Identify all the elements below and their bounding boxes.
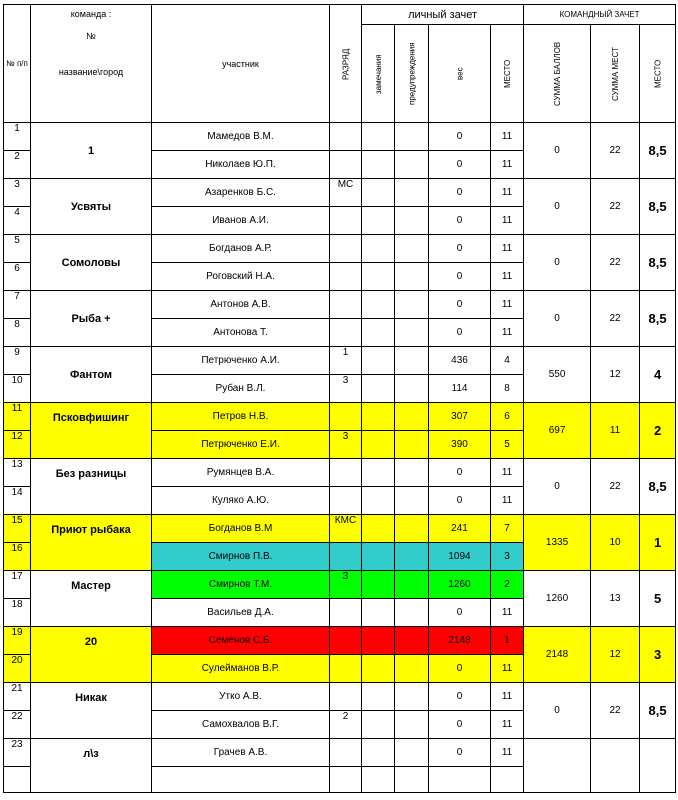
remarks-cell (362, 375, 395, 403)
remarks-cell (362, 515, 395, 543)
remarks-cell (362, 627, 395, 655)
participant-rank (330, 403, 362, 431)
participant-rank (330, 459, 362, 487)
team-sum-places: 11 (591, 403, 640, 459)
participant-rank (330, 235, 362, 263)
participant-name: Сулейманов В.Р. (152, 655, 330, 683)
row-number: 18 (4, 599, 31, 627)
weight-cell: 0 (429, 123, 491, 151)
participant-name (152, 767, 330, 793)
team-sum-points: 0 (524, 123, 591, 179)
participant-name: Семенов С.Б. (152, 627, 330, 655)
table-row (4, 235, 676, 263)
table-row (4, 347, 676, 375)
row-number: 17 (4, 571, 31, 599)
weight-cell (429, 767, 491, 793)
participant-name: Петрюченко А.И. (152, 347, 330, 375)
team-sum-places: 22 (591, 235, 640, 291)
table-row (4, 403, 676, 431)
team-sum-places: 10 (591, 515, 640, 571)
table-row (4, 123, 676, 151)
participant-rank (330, 543, 362, 571)
weight-cell: 0 (429, 487, 491, 515)
team-name: Мастер (31, 571, 152, 627)
warnings-cell (395, 347, 429, 375)
remarks-cell (362, 207, 395, 235)
header-team-top: команда : (70, 9, 112, 19)
participant-rank (330, 767, 362, 793)
team-name: Фантом (31, 347, 152, 403)
team-sum-places (591, 739, 640, 793)
place-cell: 11 (491, 235, 524, 263)
weight-cell: 0 (429, 179, 491, 207)
participant-name: Петров Н.В. (152, 403, 330, 431)
team-sum-places: 12 (591, 627, 640, 683)
warnings-cell (395, 627, 429, 655)
participant-name: Смирнов П.В. (152, 543, 330, 571)
participant-rank (330, 655, 362, 683)
place-cell: 11 (491, 207, 524, 235)
place-cell: 11 (491, 739, 524, 767)
row-number: 14 (4, 487, 31, 515)
place-cell: 11 (491, 599, 524, 627)
team-name: Псковфишинг (31, 403, 152, 459)
warnings-cell (395, 459, 429, 487)
participant-name: Мамедов В.М. (152, 123, 330, 151)
warnings-cell (395, 711, 429, 739)
remarks-cell (362, 767, 395, 793)
weight-cell: 1094 (429, 543, 491, 571)
participant-name: Николаев Ю.П. (152, 151, 330, 179)
participant-rank: 3 (330, 431, 362, 459)
warnings-cell (395, 263, 429, 291)
remarks-cell (362, 599, 395, 627)
warnings-cell (395, 403, 429, 431)
place-cell: 5 (491, 431, 524, 459)
place-cell: 11 (491, 291, 524, 319)
participant-name: Куляко А.Ю. (152, 487, 330, 515)
team-sum-places: 22 (591, 459, 640, 515)
header-team-bottom: название\город (58, 67, 124, 77)
participant-name: Васильев Д.А. (152, 599, 330, 627)
weight-cell: 241 (429, 515, 491, 543)
remarks-cell (362, 151, 395, 179)
place-cell: 6 (491, 403, 524, 431)
header-team-hash: № (86, 31, 96, 41)
warnings-cell (395, 683, 429, 711)
warnings-cell (395, 515, 429, 543)
warnings-cell (395, 655, 429, 683)
remarks-cell (362, 235, 395, 263)
place-cell: 1 (491, 627, 524, 655)
participant-name: Смирнов Т.М. (152, 571, 330, 599)
row-number: 11 (4, 403, 31, 431)
place-cell: 3 (491, 543, 524, 571)
team-name: л\з (31, 739, 152, 793)
row-number: 16 (4, 543, 31, 571)
place-cell: 11 (491, 459, 524, 487)
weight-cell: 0 (429, 683, 491, 711)
header-num (4, 5, 31, 123)
table-row (4, 459, 676, 487)
participant-rank (330, 739, 362, 767)
team-place: 2 (640, 403, 676, 459)
team-name: Приют рыбака (31, 515, 152, 571)
place-cell: 11 (491, 319, 524, 347)
table-row (4, 571, 676, 599)
participant-name: Антонова Т. (152, 319, 330, 347)
team-name: Никак (31, 683, 152, 739)
team-sum-places: 22 (591, 179, 640, 235)
row-number: 9 (4, 347, 31, 375)
warnings-cell (395, 739, 429, 767)
remarks-cell (362, 123, 395, 151)
place-cell: 8 (491, 375, 524, 403)
participant-name: Самохвалов В.Г. (152, 711, 330, 739)
remarks-cell (362, 543, 395, 571)
team-sum-places: 22 (591, 683, 640, 739)
row-number: 20 (4, 655, 31, 683)
row-number: 19 (4, 627, 31, 655)
warnings-cell (395, 375, 429, 403)
participant-rank: 3 (330, 375, 362, 403)
place-cell: 11 (491, 179, 524, 207)
team-place: 8,5 (640, 459, 676, 515)
remarks-cell (362, 571, 395, 599)
weight-cell: 0 (429, 655, 491, 683)
remarks-cell (362, 739, 395, 767)
participant-rank: 2 (330, 711, 362, 739)
team-place: 8,5 (640, 683, 676, 739)
remarks-cell (362, 487, 395, 515)
place-cell: 7 (491, 515, 524, 543)
participant-name: Роговский Н.А. (152, 263, 330, 291)
team-place: 8,5 (640, 235, 676, 291)
header-team-place: МЕСТО (640, 25, 676, 123)
weight-cell: 0 (429, 263, 491, 291)
participant-name: Азаренков Б.С. (152, 179, 330, 207)
remarks-cell (362, 179, 395, 207)
row-number: 6 (4, 263, 31, 291)
remarks-cell (362, 683, 395, 711)
team-place: 5 (640, 571, 676, 627)
warnings-cell (395, 123, 429, 151)
place-cell: 11 (491, 487, 524, 515)
header-weight: вес (429, 25, 491, 123)
remarks-cell (362, 291, 395, 319)
table-row (4, 683, 676, 711)
weight-cell: 436 (429, 347, 491, 375)
warnings-cell (395, 235, 429, 263)
row-number (4, 767, 31, 793)
row-number: 2 (4, 151, 31, 179)
header-rank: РАЗРЯД (330, 5, 362, 123)
participant-rank (330, 627, 362, 655)
place-cell: 11 (491, 263, 524, 291)
row-number: 15 (4, 515, 31, 543)
place-cell: 11 (491, 711, 524, 739)
participant-rank: 1 (330, 347, 362, 375)
header-team (31, 5, 152, 123)
team-name: Рыба + (31, 291, 152, 347)
header-num-label: № п/п (6, 59, 28, 68)
remarks-cell (362, 431, 395, 459)
place-cell: 4 (491, 347, 524, 375)
participant-rank: 3 (330, 571, 362, 599)
table-row (4, 179, 676, 207)
warnings-cell (395, 543, 429, 571)
header-participant: участник (152, 5, 330, 123)
participant-name: Антонов А.В. (152, 291, 330, 319)
team-sum-points: 697 (524, 403, 591, 459)
place-cell: 11 (491, 683, 524, 711)
team-name: Сомоловы (31, 235, 152, 291)
warnings-cell (395, 151, 429, 179)
team-name: Без разницы (31, 459, 152, 515)
weight-cell: 0 (429, 739, 491, 767)
participant-name: Румянцев В.А. (152, 459, 330, 487)
warnings-cell (395, 487, 429, 515)
header-sum-points: СУММА БАЛЛОВ (524, 25, 591, 123)
weight-cell: 0 (429, 599, 491, 627)
team-place: 1 (640, 515, 676, 571)
row-number: 22 (4, 711, 31, 739)
row-number: 13 (4, 459, 31, 487)
participant-rank (330, 487, 362, 515)
team-sum-points: 0 (524, 683, 591, 739)
remarks-cell (362, 319, 395, 347)
participant-rank: МС (330, 179, 362, 207)
table-row (4, 291, 676, 319)
team-sum-points: 0 (524, 291, 591, 347)
remarks-cell (362, 263, 395, 291)
place-cell: 2 (491, 571, 524, 599)
participant-rank (330, 123, 362, 151)
team-sum-points: 1260 (524, 571, 591, 627)
team-place: 3 (640, 627, 676, 683)
team-place: 8,5 (640, 179, 676, 235)
warnings-cell (395, 767, 429, 793)
team-sum-points: 1335 (524, 515, 591, 571)
remarks-cell (362, 655, 395, 683)
team-sum-points: 550 (524, 347, 591, 403)
row-number: 10 (4, 375, 31, 403)
participant-name: Утко А.В. (152, 683, 330, 711)
remarks-cell (362, 459, 395, 487)
weight-cell: 0 (429, 235, 491, 263)
team-place: 8,5 (640, 123, 676, 179)
weight-cell: 0 (429, 319, 491, 347)
table-row (4, 739, 676, 767)
team-sum-places: 22 (591, 291, 640, 347)
weight-cell: 0 (429, 207, 491, 235)
place-cell: 11 (491, 123, 524, 151)
header-sum-places: СУММА МЕСТ (591, 25, 640, 123)
team-place: 8,5 (640, 291, 676, 347)
team-place (640, 739, 676, 793)
warnings-cell (395, 319, 429, 347)
remarks-cell (362, 711, 395, 739)
participant-rank (330, 319, 362, 347)
team-sum-points: 0 (524, 235, 591, 291)
place-cell: 11 (491, 655, 524, 683)
row-number: 7 (4, 291, 31, 319)
header-remarks: замечания (362, 25, 395, 123)
remarks-cell (362, 347, 395, 375)
weight-cell: 390 (429, 431, 491, 459)
warnings-cell (395, 207, 429, 235)
weight-cell: 307 (429, 403, 491, 431)
team-sum-places: 22 (591, 123, 640, 179)
participant-name: Петрюченко Е.И. (152, 431, 330, 459)
header-warnings: предупреждения (395, 25, 429, 123)
weight-cell: 2148 (429, 627, 491, 655)
results-table (3, 4, 676, 793)
row-number: 1 (4, 123, 31, 151)
weight-cell: 114 (429, 375, 491, 403)
participant-name: Богданов В.М (152, 515, 330, 543)
participant-rank (330, 599, 362, 627)
team-sum-places: 13 (591, 571, 640, 627)
team-sum-points: 0 (524, 459, 591, 515)
participant-rank (330, 683, 362, 711)
team-sum-places: 12 (591, 347, 640, 403)
row-number: 21 (4, 683, 31, 711)
row-number: 12 (4, 431, 31, 459)
weight-cell: 0 (429, 711, 491, 739)
row-number: 4 (4, 207, 31, 235)
team-name: Усвяты (31, 179, 152, 235)
place-cell: 11 (491, 151, 524, 179)
participant-rank (330, 151, 362, 179)
participant-rank (330, 207, 362, 235)
remarks-cell (362, 403, 395, 431)
table-row (4, 515, 676, 543)
row-number: 5 (4, 235, 31, 263)
warnings-cell (395, 431, 429, 459)
row-number: 23 (4, 739, 31, 767)
place-cell (491, 767, 524, 793)
team-sum-points: 0 (524, 179, 591, 235)
weight-cell: 0 (429, 151, 491, 179)
participant-rank (330, 263, 362, 291)
table-row (4, 627, 676, 655)
header-place: МЕСТО (491, 25, 524, 123)
participant-rank (330, 291, 362, 319)
warnings-cell (395, 179, 429, 207)
warnings-cell (395, 599, 429, 627)
participant-name: Иванов А.И. (152, 207, 330, 235)
weight-cell: 0 (429, 291, 491, 319)
team-sum-points: 2148 (524, 627, 591, 683)
team-name: 1 (31, 123, 152, 179)
participant-name: Грачев А.В. (152, 739, 330, 767)
warnings-cell (395, 291, 429, 319)
header-team-scoring: КОМАНДНЫЙ ЗАЧЕТ (524, 5, 676, 25)
participant-rank: КМС (330, 515, 362, 543)
weight-cell: 0 (429, 459, 491, 487)
participant-name: Рубан В.Л. (152, 375, 330, 403)
team-sum-points (524, 739, 591, 793)
weight-cell: 1260 (429, 571, 491, 599)
warnings-cell (395, 571, 429, 599)
team-name: 20 (31, 627, 152, 683)
header-personal: личный зачет (362, 5, 524, 25)
row-number: 8 (4, 319, 31, 347)
team-place: 4 (640, 347, 676, 403)
participant-name: Богданов А.Р. (152, 235, 330, 263)
row-number: 3 (4, 179, 31, 207)
